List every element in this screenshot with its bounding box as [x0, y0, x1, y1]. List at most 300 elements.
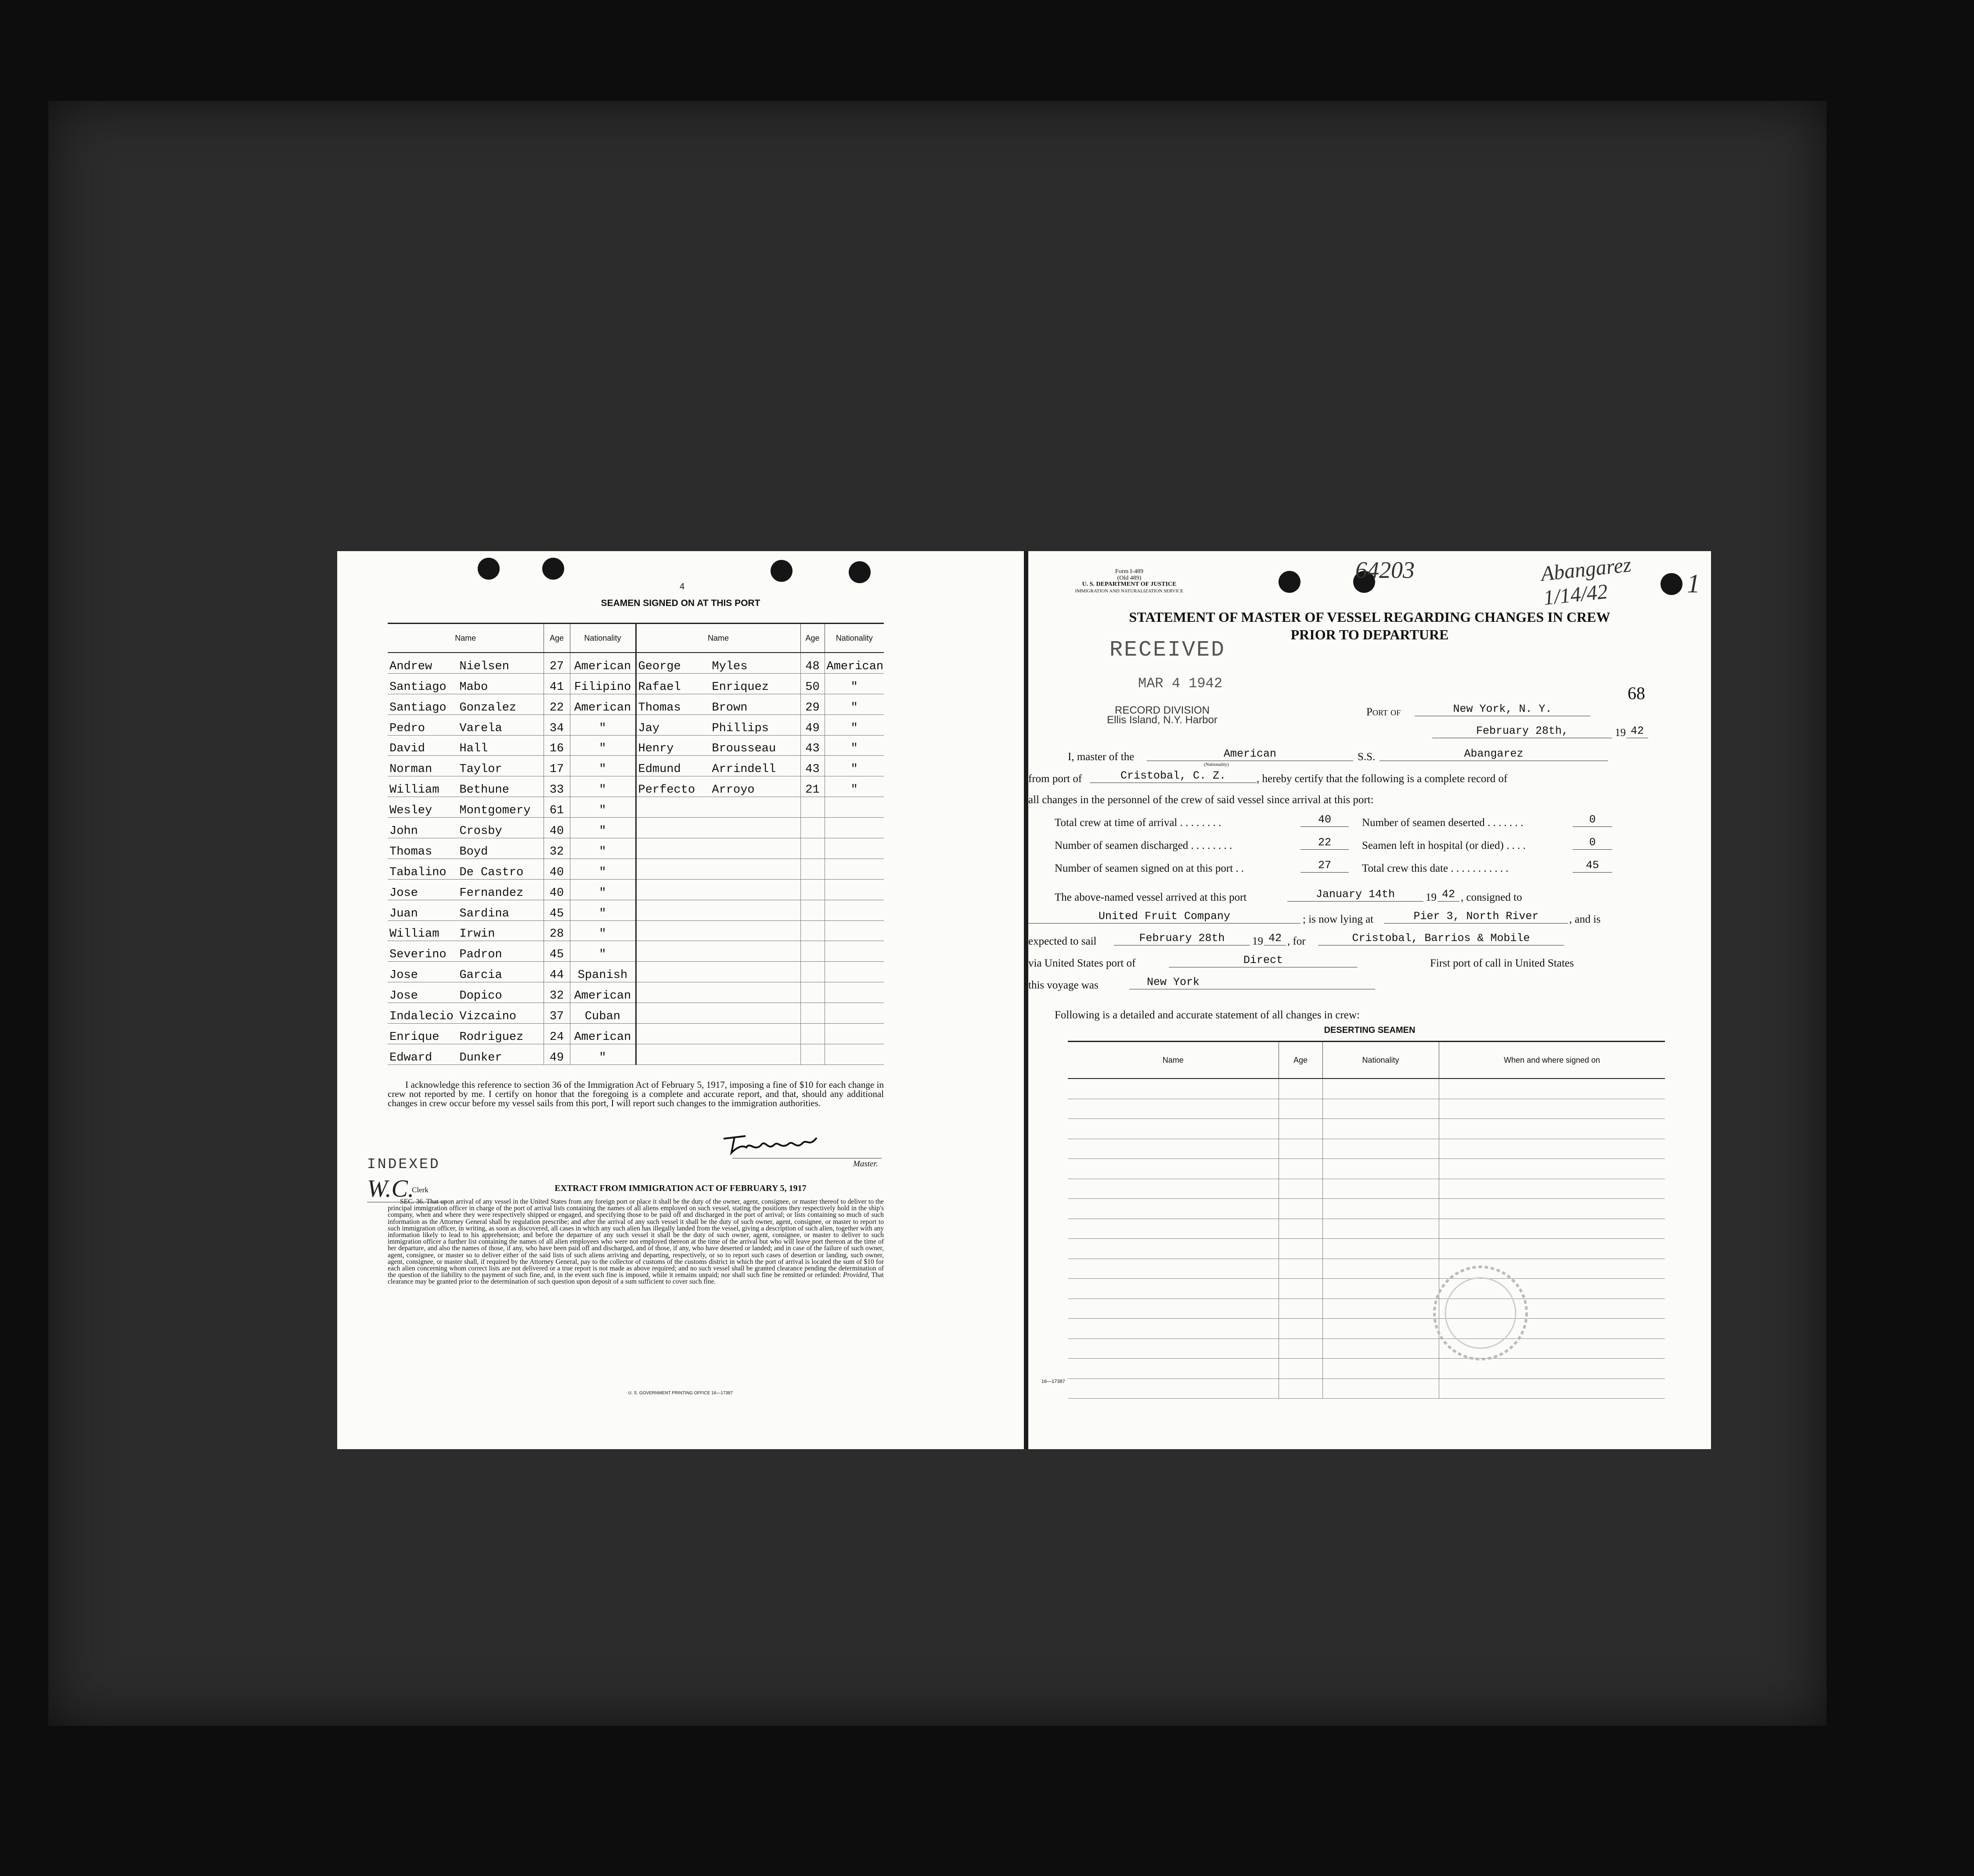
- column-header: Name: [636, 624, 800, 653]
- empty-cell: [1322, 1099, 1439, 1119]
- empty-cell: [1279, 1299, 1322, 1319]
- last-name: Bethune: [459, 783, 509, 797]
- empty-cell: [1322, 1319, 1439, 1339]
- last-name: Garcia: [459, 969, 502, 982]
- empty-cell: [1322, 1239, 1439, 1259]
- punch-hole: [771, 560, 792, 582]
- crew-age-cell: 40: [544, 818, 570, 838]
- crew-nationality-cell: ": [570, 859, 636, 879]
- column-header: When and where signed on: [1439, 1042, 1665, 1079]
- first-name: Thomas: [638, 701, 681, 714]
- first-name: David: [389, 742, 425, 756]
- lying-label: ; is now lying at: [1303, 913, 1374, 925]
- crew-name-cell: [636, 653, 800, 673]
- table-row: [388, 838, 884, 859]
- left-page: [337, 551, 1024, 1449]
- empty-cell: [636, 797, 800, 818]
- page-number: 68: [1628, 683, 1645, 703]
- discharged-count: 22: [1300, 836, 1349, 850]
- expected-label: expected to sail: [1028, 935, 1097, 947]
- nationality-value: American: [1147, 747, 1353, 761]
- table-row: [1068, 1239, 1665, 1259]
- empty-cell: [1068, 1159, 1279, 1179]
- empty-cell: [1068, 1119, 1279, 1139]
- nationality-caption: (Nationality): [1204, 762, 1229, 767]
- table-row: [388, 797, 884, 818]
- deserted-label: Number of seamen deserted . . . . . . .: [1362, 817, 1524, 829]
- crew-nationality-cell: Spanish: [570, 962, 636, 982]
- first-name: Edward: [389, 1051, 432, 1064]
- empty-cell: [1439, 1139, 1665, 1159]
- table-row: [388, 673, 884, 694]
- via-label: via United States port of: [1028, 957, 1136, 969]
- crew-age-cell: 45: [544, 941, 570, 962]
- crew-name-cell: [388, 653, 544, 673]
- crew-age-cell: 40: [544, 859, 570, 879]
- empty-cell: [825, 920, 884, 941]
- empty-cell: [800, 962, 825, 982]
- empty-cell: [825, 818, 884, 838]
- empty-cell: [800, 982, 825, 1003]
- first-name: Pedro: [389, 722, 425, 735]
- crew-age-cell: 61: [544, 797, 570, 818]
- table-row: [388, 756, 884, 776]
- table-row: [1068, 1099, 1665, 1119]
- last-name: Gonzalez: [459, 701, 516, 714]
- crew-nationality-cell: ": [825, 694, 884, 714]
- empty-cell: [636, 879, 800, 900]
- crew-age-cell: 16: [544, 735, 570, 756]
- first-name: Jay: [638, 722, 660, 735]
- master-label: Master.: [853, 1159, 878, 1169]
- handwritten-number: 64203: [1355, 557, 1415, 583]
- crew-age-cell: 17: [544, 756, 570, 776]
- punch-hole: [478, 558, 500, 580]
- first-name: Rafael: [638, 680, 681, 694]
- consignee: United Fruit Company: [1028, 910, 1300, 924]
- empty-cell: [1322, 1299, 1439, 1319]
- clerk-initials: W.C.: [367, 1175, 414, 1202]
- column-header: Name: [388, 624, 544, 653]
- vessel-name: Abangarez: [1380, 747, 1608, 761]
- first-name: Jose: [389, 969, 418, 982]
- empty-cell: [1068, 1378, 1279, 1399]
- port-of-label: Port of: [1366, 706, 1401, 718]
- column-header: Nationality: [825, 624, 884, 653]
- arrived-label: The above-named vessel arrived at this port: [1055, 891, 1247, 903]
- empty-cell: [1322, 1219, 1439, 1239]
- empty-cell: [800, 838, 825, 859]
- table-row: [388, 982, 884, 1003]
- empty-cell: [636, 982, 800, 1003]
- empty-cell: [1279, 1378, 1322, 1399]
- empty-cell: [1068, 1099, 1279, 1119]
- column-header: Age: [800, 624, 825, 653]
- first-name: William: [389, 783, 439, 797]
- crew-age-cell: 43: [800, 756, 825, 776]
- received-stamp: RECEIVED: [1109, 638, 1226, 663]
- last-name: Myles: [712, 660, 748, 673]
- crew-age-cell: 27: [544, 653, 570, 673]
- first-name: George: [638, 660, 681, 673]
- page-number: 4: [680, 582, 685, 592]
- empty-cell: [825, 797, 884, 818]
- stamp-date: MAR 4 1942: [1138, 675, 1223, 692]
- last-name: Boyd: [459, 845, 488, 859]
- crew-name-cell: [636, 714, 800, 735]
- crew-nationality-cell: American: [570, 653, 636, 673]
- crew-name-cell: [388, 962, 544, 982]
- last-name: Crosby: [459, 825, 502, 838]
- first-name: Tabalino: [389, 866, 447, 879]
- crew-nationality-cell: ": [570, 900, 636, 920]
- crew-age-cell: 24: [544, 1024, 570, 1044]
- empty-cell: [1279, 1159, 1322, 1179]
- last-name: Enriquez: [712, 680, 769, 694]
- crew-name-cell: [388, 982, 544, 1003]
- table-row: [1068, 1378, 1665, 1399]
- ss-label: S.S.: [1358, 751, 1376, 763]
- last-name: Brousseau: [712, 742, 776, 756]
- crew-nationality-cell: ": [570, 756, 636, 776]
- last-name: Hall: [459, 742, 488, 756]
- last-name: Mabo: [459, 680, 488, 694]
- table-row: [388, 1024, 884, 1044]
- last-name: Dopico: [459, 989, 502, 1003]
- empty-cell: [636, 941, 800, 962]
- and-is-label: , and is: [1569, 913, 1601, 925]
- first-name: Severino: [389, 948, 447, 962]
- date-value: February 28th,: [1432, 725, 1612, 738]
- indexed-stamp: INDEXED: [367, 1156, 440, 1172]
- date-year: 42: [1626, 725, 1648, 738]
- crew-name-cell: [388, 859, 544, 879]
- footer-code: 16—17387: [1041, 1379, 1065, 1384]
- table-row: [388, 900, 884, 920]
- empty-cell: [1279, 1079, 1322, 1099]
- first-name: Norman: [389, 763, 432, 776]
- crew-name-cell: [388, 818, 544, 838]
- first-name: William: [389, 927, 439, 941]
- crew-name-cell: [388, 756, 544, 776]
- empty-cell: [825, 941, 884, 962]
- crew-name-cell: [388, 714, 544, 735]
- empty-cell: [1322, 1179, 1439, 1199]
- empty-cell: [800, 797, 825, 818]
- last-name: Taylor: [459, 763, 502, 776]
- crew-nationality-cell: ": [825, 735, 884, 756]
- first-name: Thomas: [389, 845, 432, 859]
- crew-age-cell: 32: [544, 838, 570, 859]
- crew-name-cell: [636, 735, 800, 756]
- empty-cell: [825, 838, 884, 859]
- last-name: Rodriguez: [459, 1030, 524, 1044]
- crew-name-cell: [388, 1003, 544, 1024]
- crew-age-cell: 32: [544, 982, 570, 1003]
- last-name: Brown: [712, 701, 748, 714]
- crew-nationality-cell: ": [570, 818, 636, 838]
- total-crew-arrival: 40: [1300, 813, 1349, 827]
- empty-cell: [1068, 1079, 1279, 1099]
- table-row: [388, 879, 884, 900]
- empty-cell: [1279, 1279, 1322, 1299]
- empty-cell: [1322, 1359, 1439, 1379]
- crew-nationality-cell: ": [570, 714, 636, 735]
- empty-cell: [636, 1044, 800, 1064]
- empty-cell: [1068, 1279, 1279, 1299]
- crew-age-cell: 43: [800, 735, 825, 756]
- table-row: [1068, 1338, 1665, 1359]
- crew-age-cell: 22: [544, 694, 570, 714]
- empty-cell: [800, 1024, 825, 1044]
- crew-name-cell: [388, 1044, 544, 1064]
- crew-name-cell: [388, 879, 544, 900]
- table-row: [388, 653, 884, 673]
- column-header: Name: [1068, 1042, 1279, 1079]
- empty-cell: [1439, 1219, 1665, 1239]
- empty-cell: [1279, 1359, 1322, 1379]
- empty-cell: [1439, 1199, 1665, 1219]
- crew-nationality-cell: ": [825, 776, 884, 797]
- first-name: Perfecto: [638, 783, 695, 797]
- port-of-value: New York, N. Y.: [1415, 703, 1590, 716]
- crew-name-cell: [388, 941, 544, 962]
- crew-nationality-cell: ": [570, 838, 636, 859]
- table-row: [1068, 1079, 1665, 1099]
- crew-name-cell: [388, 673, 544, 694]
- crew-nationality-cell: ": [570, 920, 636, 941]
- empty-cell: [1439, 1079, 1665, 1099]
- record-division-stamp: RECORD DIVISION Ellis Island, N.Y. Harbor: [1107, 704, 1218, 726]
- table-row: [388, 962, 884, 982]
- empty-cell: [1322, 1079, 1439, 1099]
- empty-cell: [1279, 1219, 1322, 1239]
- table-row: [388, 818, 884, 838]
- table-row: [1068, 1299, 1665, 1319]
- empty-cell: [1279, 1179, 1322, 1199]
- empty-cell: [1068, 1239, 1279, 1259]
- date-year-prefix: 19: [1615, 727, 1626, 739]
- crew-nationality-cell: ": [570, 776, 636, 797]
- empty-cell: [825, 962, 884, 982]
- empty-cell: [800, 879, 825, 900]
- first-port-label: First port of call in United States: [1430, 957, 1574, 969]
- table-row: [1068, 1359, 1665, 1379]
- empty-cell: [1439, 1159, 1665, 1179]
- first-name: Jose: [389, 886, 418, 900]
- empty-cell: [1068, 1219, 1279, 1239]
- crew-name-cell: [388, 920, 544, 941]
- empty-cell: [1279, 1139, 1322, 1159]
- empty-cell: [636, 920, 800, 941]
- empty-cell: [800, 859, 825, 879]
- last-name: Sardina: [459, 907, 509, 920]
- first-name: Enrique: [389, 1030, 439, 1044]
- last-name: Dunker: [459, 1051, 502, 1064]
- faded-seal-stamp: [1423, 1263, 1538, 1364]
- deserting-title: DESERTING SEAMEN: [1324, 1025, 1416, 1035]
- empty-cell: [1068, 1259, 1279, 1279]
- empty-cell: [1068, 1299, 1279, 1319]
- crew-nationality-cell: American: [570, 1024, 636, 1044]
- last-name: Varela: [459, 722, 502, 735]
- signed-on-count: 27: [1300, 859, 1349, 873]
- empty-cell: [800, 1003, 825, 1024]
- crew-nationality-cell: ": [570, 1044, 636, 1064]
- punch-hole: [849, 561, 871, 583]
- table-row: [1068, 1179, 1665, 1199]
- empty-cell: [1279, 1099, 1322, 1119]
- crew-age-cell: 45: [544, 900, 570, 920]
- column-header: Nationality: [1322, 1042, 1439, 1079]
- empty-cell: [1068, 1319, 1279, 1339]
- crew-nationality-cell: ": [570, 941, 636, 962]
- first-name: Indalecio: [389, 1010, 454, 1024]
- acknowledgement-text: I acknowledge this reference to section 36 of the Immigration Act of February 5, 1917, imposing a fine of $10 for each change in crew not reported by me. I certify on honor that the foregoing is a complete and accurate report, and that, should any additional changes in crew occur before my vessel sails from this port, I will report such changes to the immigration authorities.: [388, 1079, 884, 1108]
- crew-age-cell: 40: [544, 879, 570, 900]
- column-header: Nationality: [570, 624, 636, 653]
- crew-nationality-cell: Cuban: [570, 1003, 636, 1024]
- discharged-label: Number of seamen discharged . . . . . . . .: [1055, 840, 1232, 851]
- table-row: [1068, 1139, 1665, 1159]
- right-page: [1028, 551, 1711, 1449]
- table-row: [388, 920, 884, 941]
- table-row: [388, 694, 884, 714]
- punch-hole: [542, 558, 564, 580]
- crew-age-cell: 49: [800, 714, 825, 735]
- last-name: Arrindell: [712, 763, 776, 776]
- crew-name-cell: [388, 694, 544, 714]
- extract-title: EXTRACT FROM IMMIGRATION ACT OF FEBRUARY 5, 1917: [555, 1183, 807, 1193]
- empty-cell: [1068, 1139, 1279, 1159]
- empty-cell: [1279, 1259, 1322, 1279]
- table-row: [388, 1003, 884, 1024]
- deserted-count: 0: [1573, 813, 1612, 827]
- form-title: STATEMENT OF MASTER OF VESSEL REGARDING CHANGES IN CREW PRIOR TO DEPARTURE: [1129, 609, 1610, 642]
- crew-name-cell: [636, 694, 800, 714]
- empty-cell: [1279, 1319, 1322, 1339]
- crew-age-cell: 34: [544, 714, 570, 735]
- extract-text: SEC. 36. That upon arrival of any vessel in the United States from any foreign port or place it shall be the duty of the owner, agent, consignee, or master thereof to deliver to the principal immigration officer in charge of the port of arrival lists containing the names of all aliens employed on such vessel, stating the positions they respectively hold in the ship's company, when and where they were respectively shipped or engaged, and specifying those to be paid off and discharged in the port of arrival; or lists containing so much of such information as the Attorney General shall by regulation prescribe; and after the arrival of any such vessel it shall be the duty of such owner, agent, consignee, or master to report to such immigration officer, in writing, as soon as discovered, all cases in which any such alien has illegally landed from the vessel, giving a description of such alien, together with any information likely to lead to his apprehension; and before the departure of any such vessel it shall be the duty of such owner, agent, consignee, or master to deliver to such immigration officer a further list containing the names of all alien employees who were not employed thereon at the time of the arrival but who will leave port thereon at the time of her departure, and also the names of those, if any, who have been paid off and discharged, and of those, if any, who have deserted or landed; and in case of the failure of such owner, agent, consignee, or master so to deliver either of the said lists of such aliens arriving and departing, respectively, or so to report such cases of desertion or landing, such owner, agent, consignee, or master shall, if required by the Attorney General, pay to the collector of customs of the customs district in which the port of arrival is located the sum of $10 for each alien concerning whom correct lists are not delivered or a true report is not made as above required; and no such vessel shall be granted clearance pending the determination of the question of the liability to the payment of such fine, and, in the event such fine is imposed, while it remains unpaid; nor shall such fine be remitted or refunded: Provided, That clearance may be granted prior to the determination of such question upon deposit of a sum sufficient to cover such fine.: [388, 1198, 884, 1286]
- crew-nationality-cell: ": [825, 756, 884, 776]
- lying-at: Pier 3, North River: [1384, 910, 1568, 924]
- crew-name-cell: [388, 797, 544, 818]
- section-title: SEAMEN SIGNED ON AT THIS PORT: [601, 598, 760, 608]
- page-fold: [1024, 551, 1028, 1449]
- crew-nationality-cell: Filipino: [570, 673, 636, 694]
- crew-age-cell: 49: [544, 1044, 570, 1064]
- table-row: [388, 859, 884, 879]
- empty-cell: [636, 962, 800, 982]
- arrived-date: January 14th: [1287, 888, 1423, 902]
- first-name: Santiago: [389, 701, 447, 714]
- last-name: Nielsen: [459, 660, 509, 673]
- empty-cell: [636, 900, 800, 920]
- empty-cell: [636, 818, 800, 838]
- hospital-label: Seamen left in hospital (or died) . . . .: [1362, 840, 1526, 851]
- crew-nationality-cell: American: [570, 982, 636, 1003]
- crew-age-cell: 33: [544, 776, 570, 797]
- first-name: John: [389, 825, 418, 838]
- crew-name-cell: [636, 756, 800, 776]
- crew-age-cell: 21: [800, 776, 825, 797]
- empty-cell: [636, 1003, 800, 1024]
- empty-cell: [800, 920, 825, 941]
- crew-name-cell: [636, 673, 800, 694]
- first-name: Edmund: [638, 763, 681, 776]
- from-port-label: from port of: [1028, 773, 1082, 785]
- table-row: [388, 1044, 884, 1064]
- following-text: Following is a detailed and accurate statement of all changes in crew:: [1055, 1009, 1360, 1021]
- empty-cell: [1068, 1179, 1279, 1199]
- empty-cell: [1068, 1199, 1279, 1219]
- empty-cell: [636, 838, 800, 859]
- crew-nationality-cell: ": [825, 673, 884, 694]
- crew-age-cell: 50: [800, 673, 825, 694]
- empty-cell: [1322, 1139, 1439, 1159]
- crew-age-cell: 44: [544, 962, 570, 982]
- signed-on-label: Number of seamen signed on at this port . .: [1055, 862, 1244, 874]
- empty-cell: [825, 900, 884, 920]
- crew-name-cell: [388, 776, 544, 797]
- first-name: Jose: [389, 989, 418, 1003]
- last-name: Irwin: [459, 927, 495, 941]
- master-of-label: I, master of the: [1068, 751, 1135, 763]
- form-header: Form I-489 (Old 489) U. S. DEPARTMENT OF JUSTICE IMMIGRATION AND NATURALIZATION SERVICE: [1075, 568, 1184, 594]
- crew-age-cell: 37: [544, 1003, 570, 1024]
- last-name: Phillips: [712, 722, 769, 735]
- table-row: [1068, 1319, 1665, 1339]
- empty-cell: [1439, 1099, 1665, 1119]
- crew-nationality-cell: ": [570, 879, 636, 900]
- empty-cell: [1068, 1359, 1279, 1379]
- empty-cell: [1322, 1338, 1439, 1359]
- table-row: [388, 776, 884, 797]
- table-row: [1068, 1159, 1665, 1179]
- empty-cell: [1279, 1239, 1322, 1259]
- empty-cell: [800, 1044, 825, 1064]
- crew-nationality-cell: American: [570, 694, 636, 714]
- crew-nationality-cell: ": [570, 735, 636, 756]
- crew-name-cell: [636, 776, 800, 797]
- last-name: De Castro: [459, 866, 524, 879]
- empty-cell: [1322, 1199, 1439, 1219]
- empty-cell: [825, 1024, 884, 1044]
- last-name: Montgomery: [459, 804, 531, 818]
- first-name: Henry: [638, 742, 674, 756]
- empty-cell: [636, 859, 800, 879]
- handwritten-vessel-note: Abangarez 1/14/42: [1540, 553, 1632, 610]
- empty-cell: [1439, 1239, 1665, 1259]
- table-row: [388, 714, 884, 735]
- table-row: [1068, 1219, 1665, 1239]
- destination: Cristobal, Barrios & Mobile: [1318, 932, 1564, 945]
- crew-age-cell: 48: [800, 653, 825, 673]
- table-row: [388, 941, 884, 962]
- empty-cell: [1322, 1259, 1439, 1279]
- crew-age-cell: 28: [544, 920, 570, 941]
- expected-year-prefix: 19: [1252, 935, 1263, 947]
- empty-cell: [1439, 1119, 1665, 1139]
- via-port: Direct: [1169, 954, 1358, 967]
- table-row: [1068, 1119, 1665, 1139]
- consigned-label: , consigned to: [1461, 891, 1522, 903]
- table-row: [1068, 1259, 1665, 1279]
- table-row: [388, 735, 884, 756]
- empty-cell: [1068, 1338, 1279, 1359]
- empty-cell: [800, 818, 825, 838]
- first-port: New York: [1129, 976, 1375, 989]
